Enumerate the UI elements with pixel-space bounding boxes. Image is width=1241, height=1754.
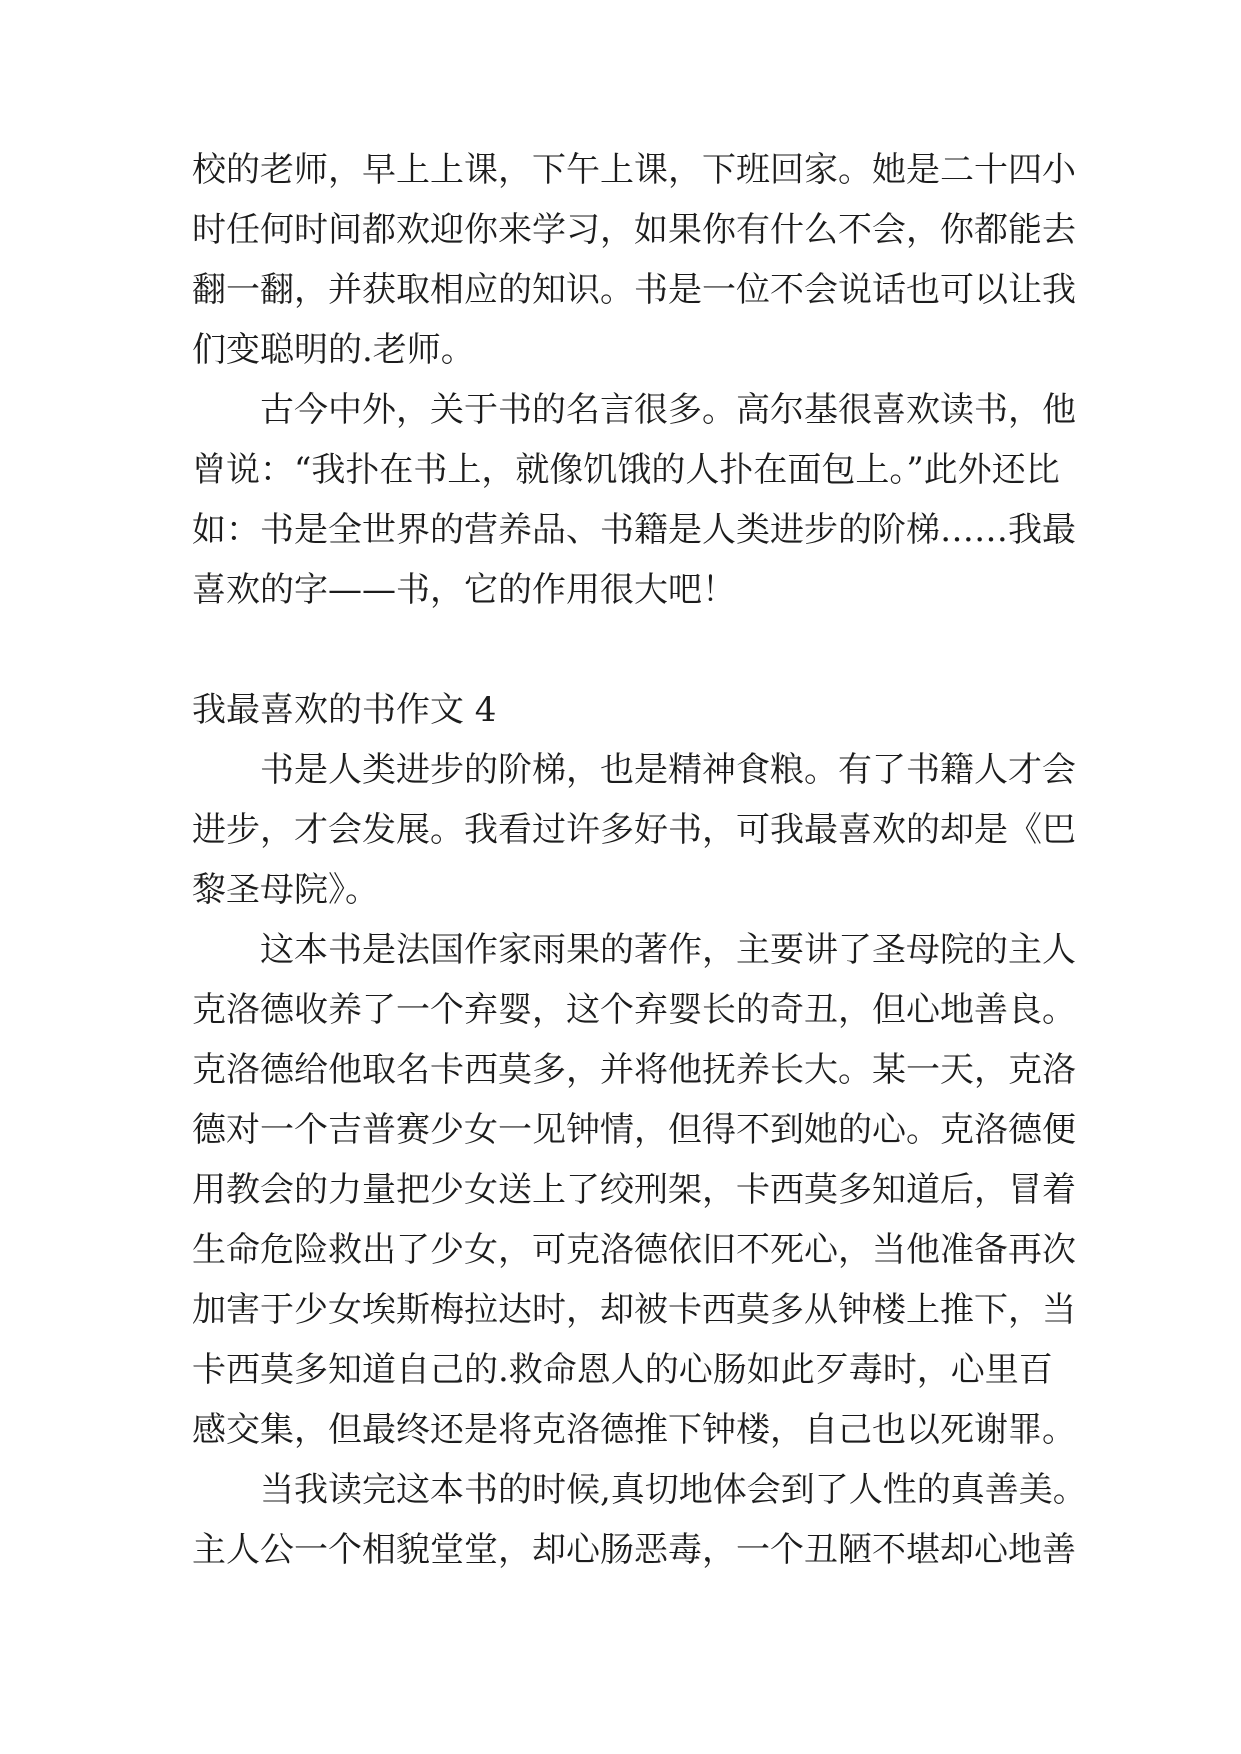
text-line: 感交集，但最终还是将克洛德推下钟楼，自己也以死谢罪。: [192, 1410, 1076, 1450]
text-line: 书是人类进步的阶梯，也是精神食粮。有了书籍人才会: [192, 750, 1076, 790]
text-line: 古今中外，关于书的名言很多。高尔基很喜欢读书，他: [192, 390, 1076, 430]
text-line: 曾说：“我扑在书上，就像饥饿的人扑在面包上。”此外还比: [192, 450, 1060, 490]
text-line: 们变聪明的.老师。: [192, 330, 475, 370]
text-line: 主人公一个相貌堂堂，却心肠恶毒，一个丑陋不堪却心地善: [192, 1530, 1076, 1570]
text-line: 喜欢的字——书，它的作用很大吧！: [192, 570, 736, 610]
text-line: 加害于少女埃斯梅拉达时，却被卡西莫多从钟楼上推下，当: [192, 1290, 1076, 1330]
document-body: [192, 140, 1087, 1580]
blank-line: [192, 620, 1062, 680]
text-line: 克洛德给他取名卡西莫多，并将他抚养长大。某一天，克洛: [192, 1050, 1076, 1090]
text-line: 时任何时间都欢迎你来学习，如果你有什么不会，你都能去: [192, 210, 1076, 250]
section-heading: 我最喜欢的书作文 4: [192, 690, 497, 730]
text-line: 德对一个吉普赛少女一见钟情，但得不到她的心。克洛德便: [192, 1110, 1076, 1150]
text-line: 校的老师，早上上课，下午上课，下班回家。她是二十四小: [192, 150, 1076, 190]
text-line: 卡西莫多知道自己的.救命恩人的心肠如此歹毒时，心里百: [192, 1350, 1053, 1390]
text-line: 进步，才会发展。我看过许多好书，可我最喜欢的却是《巴: [192, 810, 1076, 850]
text-line: 用教会的力量把少女送上了绞刑架，卡西莫多知道后，冒着: [192, 1170, 1076, 1210]
text-line: 生命危险救出了少女，可克洛德依旧不死心，当他准备再次: [192, 1230, 1076, 1270]
text-line: 克洛德收养了一个弃婴，这个弃婴长的奇丑，但心地善良。: [192, 990, 1076, 1030]
text-line: 翻一翻，并获取相应的知识。书是一位不会说话也可以让我: [192, 270, 1076, 310]
text-line: 这本书是法国作家雨果的著作，主要讲了圣母院的主人: [192, 930, 1076, 970]
text-line: 当我读完这本书的时候,真切地体会到了人性的真善美。: [192, 1470, 1087, 1510]
text-line: 如：书是全世界的营养品、书籍是人类进步的阶梯……我最: [192, 510, 1076, 550]
text-line: 黎圣母院》。: [192, 870, 379, 910]
